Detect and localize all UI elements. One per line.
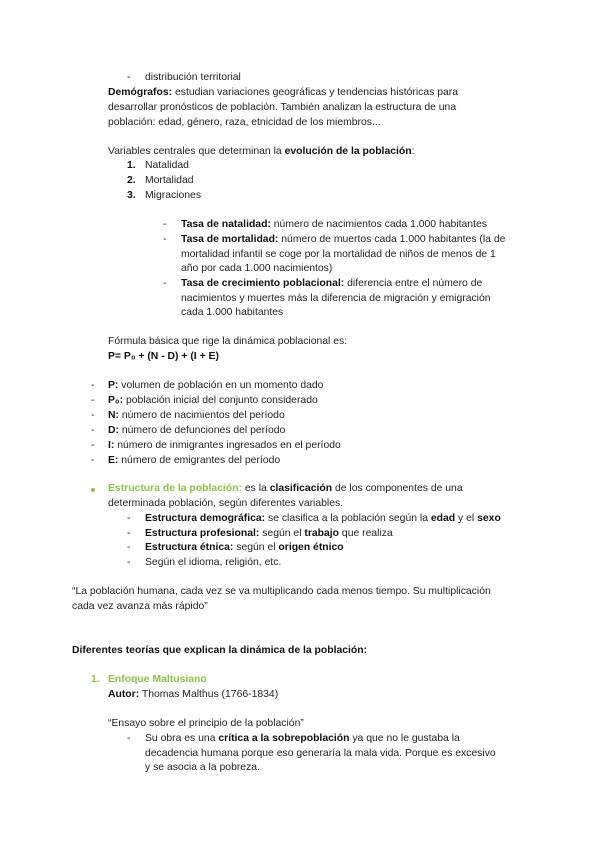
variables-intro: Variables centrales que determinan la evolución de la población: xyxy=(108,146,415,157)
variable-natalidad: Natalidad xyxy=(145,160,189,171)
teorias-heading: Diferentes teorías que explican la dinámica de la población: xyxy=(72,645,368,656)
dash-marker: - xyxy=(163,278,167,289)
dash-marker: - xyxy=(91,440,95,451)
num-1-teoria: 1. xyxy=(91,674,100,685)
tasa-mortalidad-line-2: mortalidad infantil se coge por la mortalidad de niños de menos de 1 xyxy=(181,249,496,260)
demografos-term: Demógrafos: xyxy=(108,87,173,98)
def-d: D: número de defunciones del período xyxy=(108,425,286,436)
formula-intro: Fórmula básica que rige la dinámica poblacional es: xyxy=(108,336,348,347)
def-p0: P₀: población inicial del conjunto considerado xyxy=(108,395,318,406)
dash-marker: - xyxy=(163,234,167,245)
quote-line-2: cada vez avanza más rápido” xyxy=(72,601,208,612)
estructura-term: Estructura de la población: xyxy=(108,483,242,494)
num-2: 2. xyxy=(127,175,136,186)
dash-marker: - xyxy=(91,425,95,436)
list-item-distribucion: distribución territorial xyxy=(145,72,241,83)
dash-marker: - xyxy=(127,542,131,553)
num-3: 3. xyxy=(127,190,136,201)
formula-expression: P= P₀ + (N - D) + (I + E) xyxy=(108,351,219,362)
def-n: N: número de nacimientos del período xyxy=(108,410,285,421)
enfoque-maltusiano-title: Enfoque Maltusiano xyxy=(108,674,207,685)
variable-migraciones: Migraciones xyxy=(145,190,202,201)
dash-marker: - xyxy=(127,733,131,744)
demografos-line-1: Demógrafos: estudian variaciones geográficas y tendencias históricas para xyxy=(108,87,458,98)
tasa-crecimiento-line-3: cada 1.000 habitantes xyxy=(181,307,284,318)
tasa-mortalidad-line-1: Tasa de mortalidad: número de muertos cada 1.000 habitantes (la de xyxy=(181,234,506,245)
dash-marker: - xyxy=(91,410,95,421)
ensayo-title: “Ensayo sobre el principio de la población” xyxy=(108,718,304,729)
estructura-line-2: determinada población, según diferentes variables. xyxy=(108,498,344,509)
dash-marker: - xyxy=(127,557,131,568)
quote-line-1: “La población humana, cada vez se va multiplicando cada menos tiempo. Su multiplicación xyxy=(72,586,491,597)
dash-marker: - xyxy=(127,528,131,539)
tasa-mortalidad-line-3: año por cada 1.000 nacimientos) xyxy=(181,263,333,274)
dash-marker: - xyxy=(127,513,131,524)
estructura-demografica: Estructura demográfica: se clasifica a la población según la edad y el sexo xyxy=(145,513,501,524)
tasa-crecimiento-line-2: nacimientos y muertes más la diferencia de migración y emigración xyxy=(181,293,491,304)
green-bullet-icon xyxy=(91,488,95,492)
def-e: E: número de emigrantes del período xyxy=(108,455,281,466)
estructura-line-1: Estructura de la población: es la clasificación de los componentes de una xyxy=(108,483,463,494)
def-p: P: volumen de población en un momento dado xyxy=(108,380,324,391)
demografos-line-2: desarrollar pronósticos de población. También analizan la estructura de una xyxy=(108,102,457,113)
num-1: 1. xyxy=(127,160,136,171)
variable-mortalidad: Mortalidad xyxy=(145,175,194,186)
tasa-crecimiento-line-1: Tasa de crecimiento poblacional: diferencia entre el número de xyxy=(181,278,483,289)
def-i: I: número de inmigrantes ingresados en el período xyxy=(108,440,341,451)
dash-marker: - xyxy=(127,72,131,83)
demografos-line-3: población: edad, género, raza, etnicidad de los miembros... xyxy=(108,117,381,128)
estructura-profesional: Estructura profesional: según el trabajo que realiza xyxy=(145,528,393,539)
estructura-otros: Según el idioma, religión, etc. xyxy=(145,557,282,568)
dash-marker: - xyxy=(91,380,95,391)
tasa-natalidad: Tasa de natalidad: número de nacimientos cada 1.000 habitantes xyxy=(181,219,487,230)
dash-marker: - xyxy=(91,395,95,406)
estructura-etnica: Estructura étnica: según el origen étnico xyxy=(145,542,344,553)
dash-marker: - xyxy=(163,219,167,230)
obra-line-2: decadencia humana porque eso generaría la mala vida. Porque es excesivo xyxy=(145,748,496,759)
obra-line-3: y se asocia a la pobreza. xyxy=(145,762,260,773)
autor-line: Autor: Thomas Malthus (1766-1834) xyxy=(108,689,279,700)
obra-line-1: Su obra es una crítica a la sobrepoblación ya que no le gustaba la xyxy=(145,733,460,744)
dash-marker: - xyxy=(91,455,95,466)
